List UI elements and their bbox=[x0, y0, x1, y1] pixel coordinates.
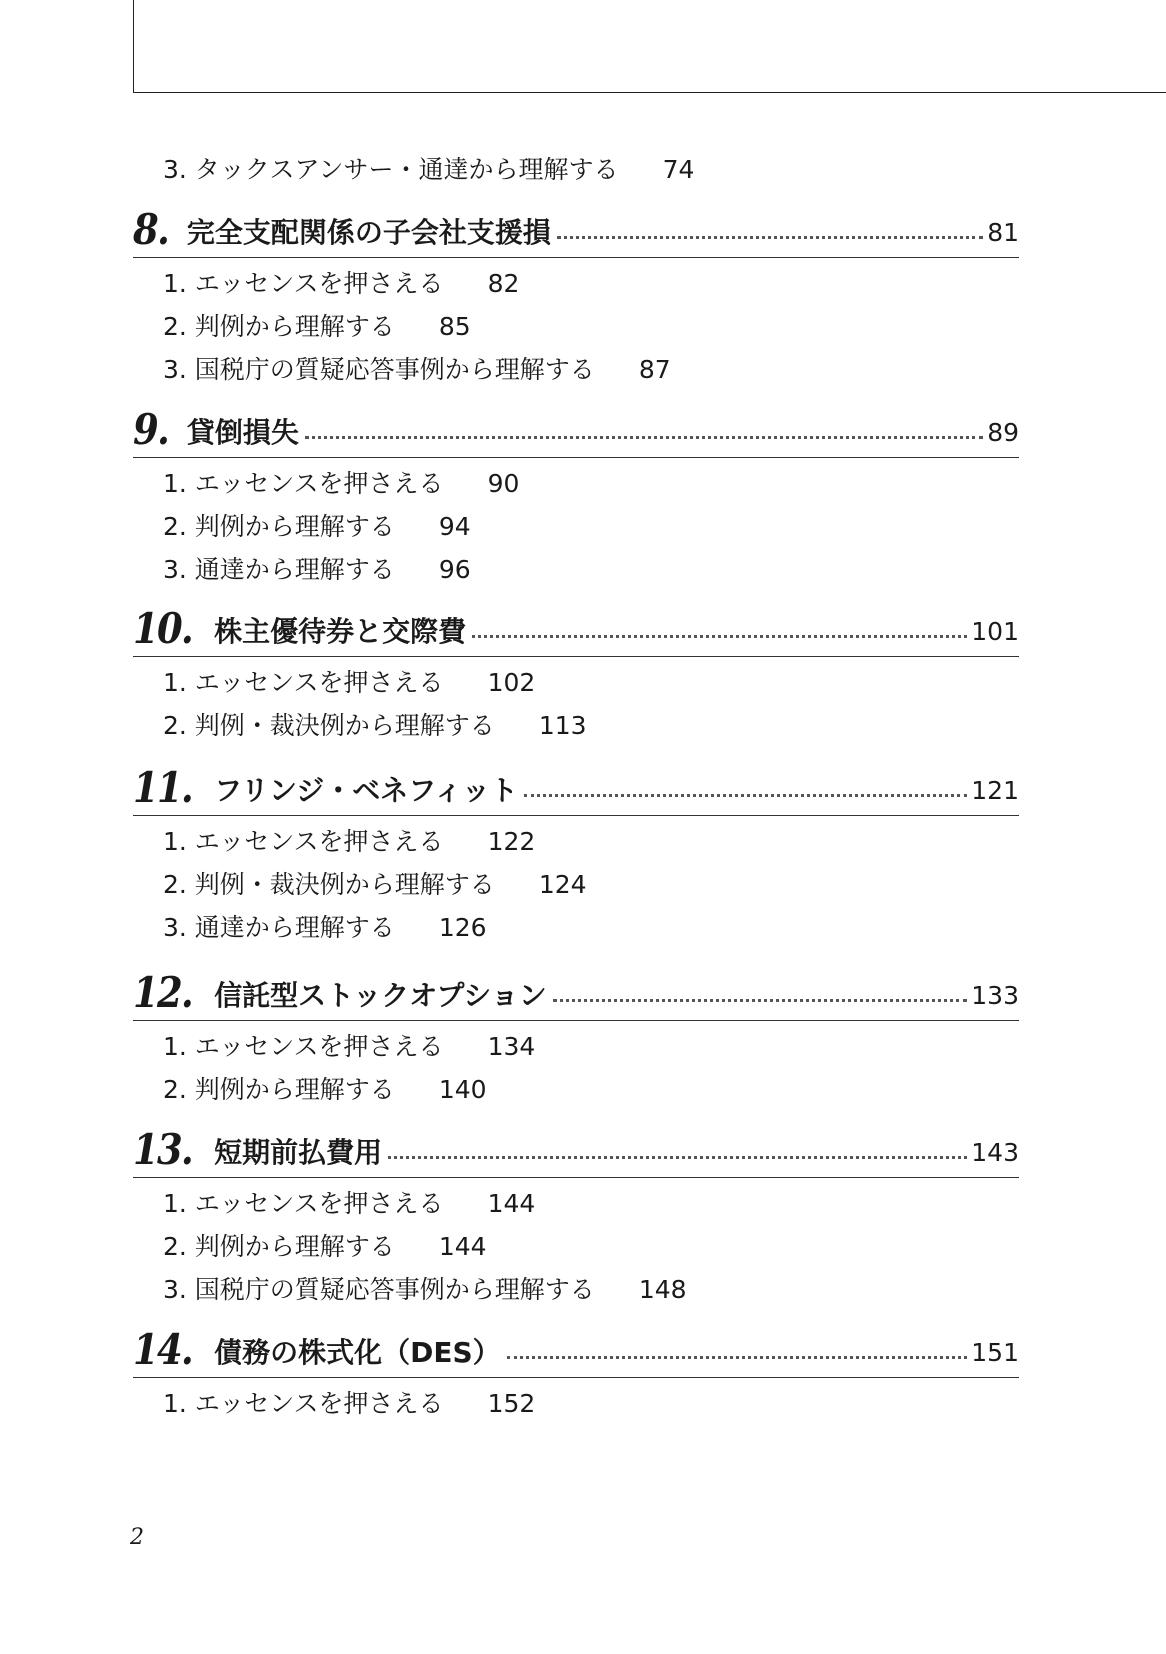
toc-item-label: 1. エッセンスを押さえる bbox=[163, 269, 444, 298]
chapter-title: 短期前払費用 bbox=[214, 1136, 383, 1169]
toc-item-list bbox=[133, 458, 1019, 591]
toc-item-label: 1. エッセンスを押さえる bbox=[163, 1189, 444, 1218]
toc-item-label: 2. 判例から理解する bbox=[163, 1232, 395, 1261]
leader-dots bbox=[557, 236, 983, 239]
toc-item[interactable] bbox=[133, 863, 1019, 906]
toc-item-label: 2. 判例・裁決例から理解する bbox=[163, 870, 495, 899]
toc-item[interactable] bbox=[133, 548, 1019, 591]
toc-chapter bbox=[133, 202, 1019, 391]
chapter-number: 13. bbox=[133, 1125, 193, 1174]
toc-item[interactable] bbox=[133, 820, 1019, 863]
toc-item-list bbox=[133, 1378, 1019, 1425]
toc-item-page: 148 bbox=[638, 1275, 687, 1304]
toc-chapter bbox=[133, 1322, 1019, 1425]
chapter-number: 8. bbox=[133, 205, 169, 254]
toc-chapter-heading[interactable] bbox=[133, 601, 1019, 657]
toc-chapter-heading[interactable] bbox=[133, 402, 1019, 458]
toc-item-list bbox=[133, 1021, 1019, 1111]
toc-item[interactable] bbox=[133, 661, 1019, 704]
chapter-number: 12. bbox=[133, 968, 193, 1017]
toc-item-page: 82 bbox=[487, 269, 520, 298]
chapter-number: 11. bbox=[133, 763, 193, 812]
chapter-title: 債務の株式化（DES） bbox=[214, 1336, 501, 1369]
chapter-title: 完全支配関係の子会社支援損 bbox=[186, 216, 551, 249]
leader-dots bbox=[305, 436, 983, 439]
toc-item-label: 3. 国税庁の質疑応答事例から理解する bbox=[163, 1275, 595, 1304]
toc-item[interactable] bbox=[133, 305, 1019, 348]
toc-item-label: 2. 判例から理解する bbox=[163, 312, 395, 341]
toc-item-label: 1. エッセンスを押さえる bbox=[163, 827, 444, 856]
chapter-title: 信託型ストックオプション bbox=[214, 979, 547, 1012]
toc-item-label: 1. エッセンスを押さえる bbox=[163, 668, 444, 697]
chapter-page: 143 bbox=[971, 1138, 1019, 1167]
chapter-number: 14. bbox=[133, 1325, 193, 1374]
toc-chapter-heading[interactable] bbox=[133, 202, 1019, 258]
toc-item-label: 1. エッセンスを押さえる bbox=[163, 1389, 444, 1418]
toc-item-label: 3. 通達から理解する bbox=[163, 913, 395, 942]
toc-chapter bbox=[133, 402, 1019, 591]
chapter-page: 101 bbox=[971, 617, 1019, 646]
toc-item-page: 102 bbox=[487, 668, 536, 697]
leader-dots bbox=[507, 1356, 968, 1359]
leader-dots bbox=[472, 635, 967, 638]
chapter-title: 貸倒損失 bbox=[186, 416, 299, 449]
toc-item-page: 144 bbox=[438, 1232, 487, 1261]
toc-item[interactable] bbox=[133, 505, 1019, 548]
toc-chapter bbox=[133, 601, 1019, 747]
toc-chapter-heading[interactable] bbox=[133, 760, 1019, 816]
chapter-number: 9. bbox=[133, 405, 169, 454]
header-frame bbox=[133, 0, 1166, 93]
toc-item-page: 90 bbox=[487, 469, 520, 498]
toc-chapter-heading[interactable] bbox=[133, 1322, 1019, 1378]
chapter-page: 81 bbox=[987, 218, 1019, 247]
toc-item-label: 2. 判例から理解する bbox=[163, 512, 395, 541]
leader-dots bbox=[553, 999, 968, 1002]
toc-item[interactable] bbox=[133, 1382, 1019, 1425]
toc-item-page: 96 bbox=[438, 555, 471, 584]
toc-item-label: 3. 通達から理解する bbox=[163, 555, 395, 584]
toc-item[interactable] bbox=[133, 1225, 1019, 1268]
toc-item[interactable] bbox=[133, 1182, 1019, 1225]
chapter-page: 121 bbox=[971, 776, 1019, 805]
chapter-page: 133 bbox=[971, 981, 1019, 1010]
toc-item-label: 3. 国税庁の質疑応答事例から理解する bbox=[163, 355, 595, 384]
toc-item-list bbox=[133, 816, 1019, 949]
toc-item[interactable] bbox=[133, 906, 1019, 949]
toc-item-page: 122 bbox=[487, 827, 536, 856]
toc-item[interactable] bbox=[133, 348, 1019, 391]
toc-item-label: 3. タックスアンサー・通達から理解する bbox=[163, 155, 619, 184]
toc-item-page: 144 bbox=[487, 1189, 536, 1218]
toc-item-carryover[interactable] bbox=[163, 150, 694, 190]
toc-item[interactable] bbox=[133, 1025, 1019, 1068]
toc-item-page: 152 bbox=[487, 1389, 536, 1418]
toc-item-page: 126 bbox=[438, 913, 487, 942]
toc-item-list bbox=[133, 1178, 1019, 1311]
toc-item-page: 74 bbox=[662, 155, 695, 184]
toc-item-label: 1. エッセンスを押さえる bbox=[163, 469, 444, 498]
toc-item[interactable] bbox=[133, 1268, 1019, 1311]
chapter-number: 10. bbox=[133, 604, 193, 653]
toc-item-page: 85 bbox=[438, 312, 471, 341]
toc-chapter bbox=[133, 965, 1019, 1111]
toc-item-page: 87 bbox=[638, 355, 671, 384]
toc-chapter bbox=[133, 760, 1019, 949]
leader-dots bbox=[388, 1156, 967, 1159]
toc-item-page: 124 bbox=[538, 870, 587, 899]
toc-item-page: 113 bbox=[538, 711, 587, 740]
toc-item-page: 134 bbox=[487, 1032, 536, 1061]
toc-item-list bbox=[133, 258, 1019, 391]
toc-chapter-heading[interactable] bbox=[133, 965, 1019, 1021]
chapter-title: 株主優待券と交際費 bbox=[214, 615, 467, 648]
toc-item-page: 140 bbox=[438, 1075, 487, 1104]
toc-item-label: 2. 判例・裁決例から理解する bbox=[163, 711, 495, 740]
toc-item-page: 94 bbox=[438, 512, 471, 541]
toc-item-label: 2. 判例から理解する bbox=[163, 1075, 395, 1104]
chapter-page: 151 bbox=[971, 1338, 1019, 1367]
toc-item[interactable] bbox=[133, 704, 1019, 747]
toc-item-list bbox=[133, 657, 1019, 747]
leader-dots bbox=[524, 794, 967, 797]
toc-item-label: 1. エッセンスを押さえる bbox=[163, 1032, 444, 1061]
toc-item[interactable] bbox=[133, 1068, 1019, 1111]
toc-chapter bbox=[133, 1122, 1019, 1311]
chapter-page: 89 bbox=[987, 418, 1019, 447]
toc-item[interactable] bbox=[133, 462, 1019, 505]
toc-item[interactable] bbox=[133, 262, 1019, 305]
toc-chapter-heading[interactable] bbox=[133, 1122, 1019, 1178]
chapter-title: フリンジ・ベネフィット bbox=[214, 774, 519, 807]
page-number: 2 bbox=[130, 1525, 144, 1550]
